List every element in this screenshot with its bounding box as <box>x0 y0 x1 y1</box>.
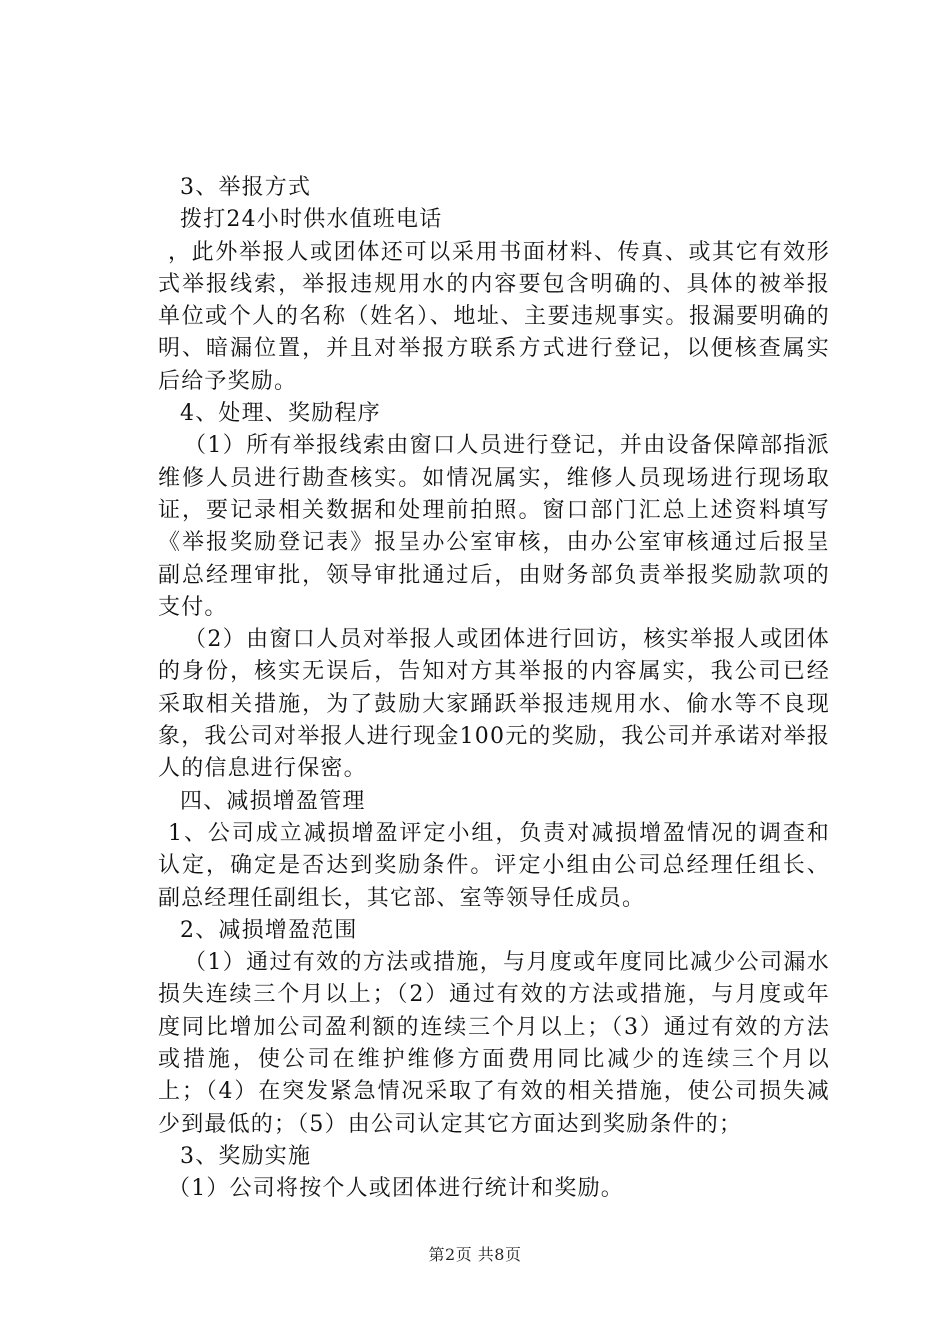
paragraph-scope-items: （1）通过有效的方法或措施，与月度或年度同比减少公司漏水损失连续三个月以上；（2）通过有效的方法或措施，与月度或年度同比增加公司盈利额的连续三个月以上；（3）通过有效的方法或措施，使公司在维护维修方面费用同比减少的连续三个月以上；（4）在突发紧急情况采取了有效的相关措施，使公司损失减少到最低的；（5）由公司认定其它方面达到奖励条件的； <box>158 950 830 1137</box>
section-heading-reward-procedure: 4、处理、奖励程序 <box>180 401 381 427</box>
paragraph-hotline: 拨打24小时供水值班电话 <box>180 207 443 233</box>
section-heading-scope: 2、减损增盈范围 <box>180 917 358 943</box>
paragraph-implementation-1: （1）公司将按个人或团体进行统计和奖励。 <box>168 1176 624 1202</box>
paragraph-evaluation-group: 1、公司成立减损增盈评定小组，负责对减损增盈情况的调查和认定，确定是否达到奖励条件。评定小组由公司总经理任组长、副总经理任副组长，其它部、室等领导任成员。 <box>158 820 830 911</box>
page-number-footer: 第2页 共8页 <box>428 1245 522 1264</box>
section-heading-reward-implementation: 3、奖励实施 <box>180 1143 312 1169</box>
section-heading-report-method: 3、举报方式 <box>180 175 312 200</box>
section-heading-loss-reduction: 四、减损增盈管理 <box>180 788 366 814</box>
paragraph-procedure-1: （1）所有举报线索由窗口人员进行登记，并由设备保障部指派维修人员进行勘查核实。如情况属实，维修人员现场进行现场取证，要记录相关数据和处理前拍照。窗口部门汇总上述资料填写《举报奖励登记表》报呈办公室审核，由办公室审核通过后报呈副总经理审批，领导审批通过后，由财务部负责举报奖励款项的支付。 <box>158 433 830 620</box>
paragraph-report-forms: ，此外举报人或团体还可以采用书面材料、传真、或其它有效形式举报线索，举报违规用水的内容要包含明确的、具体的被举报单位或个人的名称（姓名）、地址、主要违规事实。报漏要明确的明、暗漏位置，并且对举报方联系方式进行登记，以便核查属实后给予奖励。 <box>158 239 830 394</box>
paragraph-procedure-2: （2）由窗口人员对举报人或团体进行回访，核实举报人或团体的身份，核实无误后，告知对方其举报的内容属实，我公司已经采取相关措施，为了鼓励大家踊跃举报违规用水、偷水等不良现象，我公司对举报人进行现金100元的奖励，我公司并承诺对举报人的信息进行保密。 <box>158 627 830 782</box>
document-body <box>158 172 830 1206</box>
